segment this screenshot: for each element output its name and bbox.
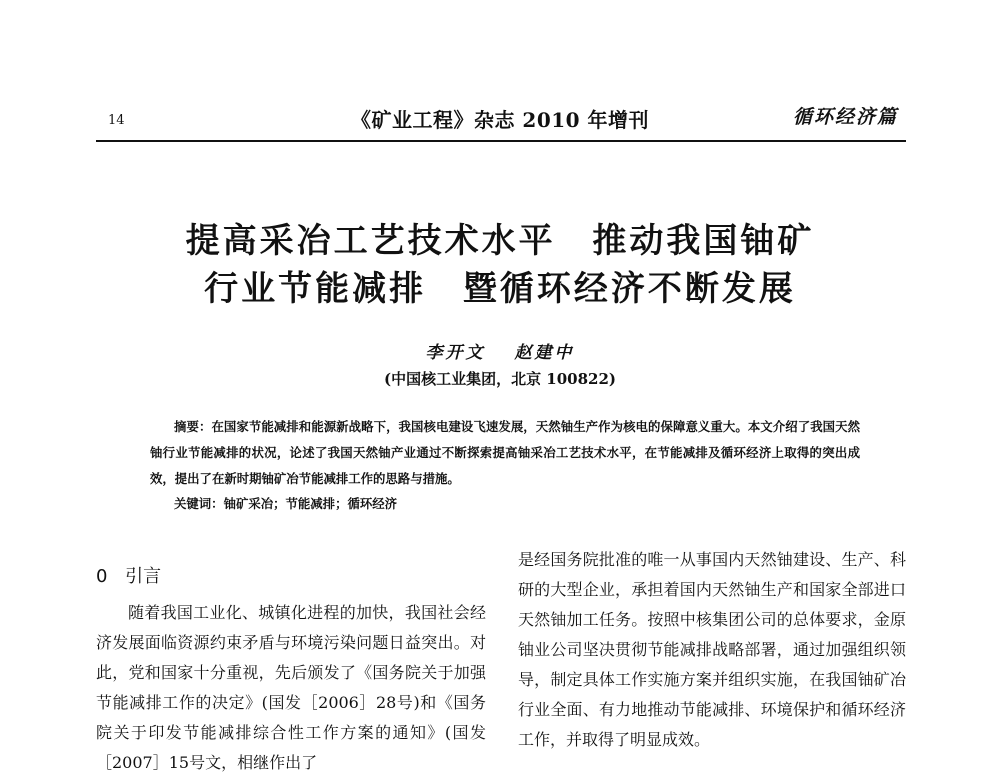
keywords [174,494,397,512]
article-title-line-2: 行业节能减排 暨循环经济不断发展 [204,269,796,309]
abstract [150,414,860,492]
abstract-label: 摘要： [174,419,212,434]
affiliation: (中国核工业集团，北京 100822) [383,370,617,388]
left-column-paragraph: 随着我国工业化、城镇化进程的加快，我国社会经济发展面临资源约束矛盾与环境污染问题日益突出。对此，党和国家十分重视，先后颁发了《国务院关于加强节能减排工作的决定》(国发［2006］28号)和《国务院关于印发节能减排综合性工作方案的通知》(国发［2007］15号文，相继作出了 [96,603,486,772]
page-number: 14 [108,113,125,128]
article-title-line-1: 提高采冶工艺技术水平 推动我国铀矿 [185,221,815,261]
section-heading: 0 引言 [96,566,162,587]
keywords-text: 铀矿采冶；节能减排；循环经济 [223,496,398,511]
authors: 李开文 赵建中 [425,343,575,363]
abstract-text: 在国家节能减排和能源新战略下，我国核电建设飞速发展，天然铀生产作为核电的保障意义重大。本文介绍了我国天然铀行业节能减排的状况，论述了我国天然铀产业通过不断探索提高铀采冶工艺技术水平，在节能减排及循环经济上取得的突出成效，提出了在新时期铀矿冶节能减排工作的思路与措施。 [150,419,861,486]
keywords-label: 关键词： [174,496,224,511]
header-rule [96,140,906,142]
journal-title: 《矿业工程》杂志 2010 年增刊 [350,108,650,132]
column-tag: 循环经济篇 [792,106,898,128]
right-column-paragraph: 是经国务院批准的唯一从事国内天然铀建设、生产、科研的大型企业，承担着国内天然铀生产和国家全部进口天然铀加工任务。按照中核集团公司的总体要求，金原铀业公司坚决贯彻节能减排战略部署，通过加强组织领导，制定具体工作实施方案并组织实施，在我国铀矿冶行业全面、有力地推动节能减排、环境保护和循环经济工作，并取得了明显成效。 [518,550,906,749]
